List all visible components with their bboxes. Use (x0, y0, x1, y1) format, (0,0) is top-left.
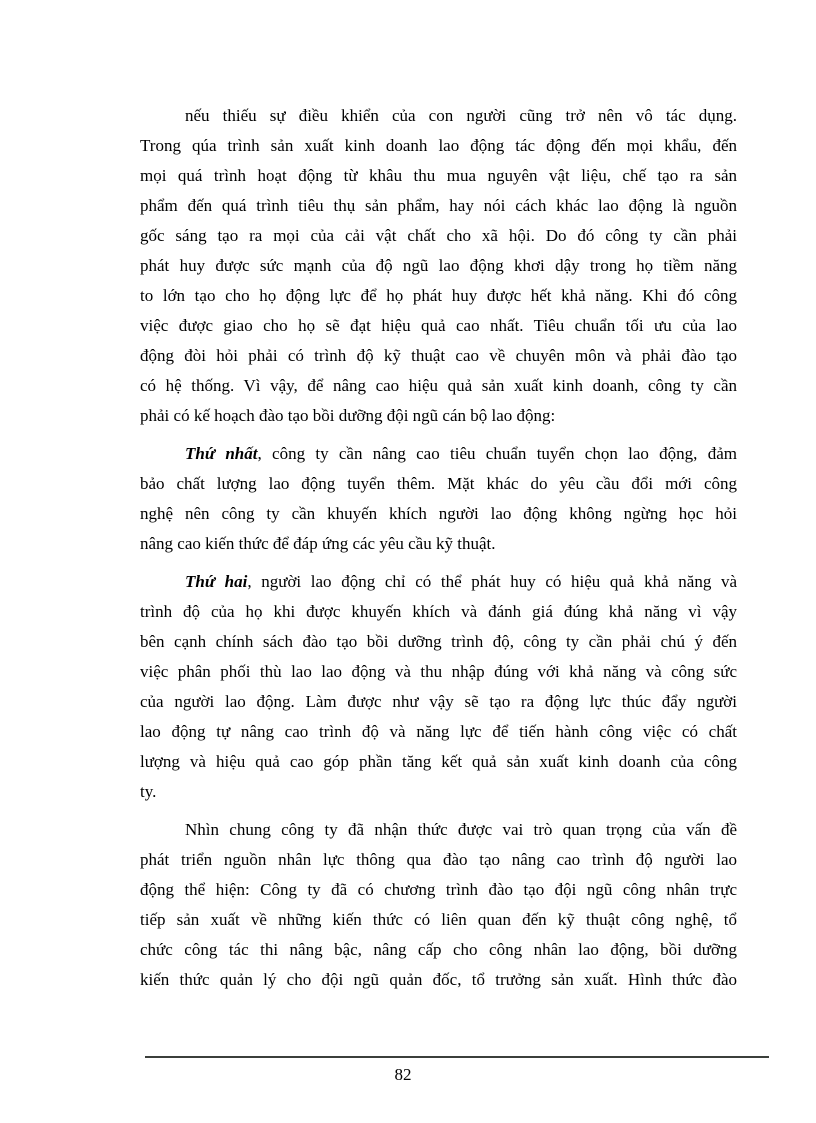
text-line: gốc sáng tạo ra mọi của cải vật chất cho xã hội. Do đó công ty cần phải (140, 226, 737, 245)
text-line: có hệ thống. Vì vậy, để nâng cao hiệu quả sản xuất kinh doanh, công ty cần (140, 376, 737, 395)
text-line: việc phân phối thù lao lao động và thu nhập đúng với khả năng và công sức (140, 662, 737, 681)
text-line: phát huy được sức mạnh của độ ngũ lao động khơi dậy trong họ tiềm năng (140, 256, 737, 275)
text-line: bảo chất lượng lao động tuyển thêm. Mặt khác do yêu cầu đổi mới công (140, 474, 737, 493)
text-line: Thứ hai, người lao động chỉ có thể phát huy có hiệu quả khả năng và (185, 572, 738, 591)
text-line: nghệ nên công ty cần khuyến khích người lao động không ngừng học hỏi (140, 504, 737, 523)
page-body (140, 101, 737, 1003)
text-line: Trong qúa trình sản xuất kinh doanh lao động tác động đến mọi khẩu, đến (140, 136, 737, 155)
text-line: nếu thiếu sự điều khiển của con người cũng trở nên vô tác dụng. (185, 106, 737, 125)
paragraph-lead: Thứ hai (185, 572, 248, 591)
text-line: tiếp sản xuất về những kiến thức có liên quan đến kỹ thuật công nghệ, tổ (140, 910, 737, 929)
paragraph (140, 567, 737, 807)
text-line: trình độ của họ khi được khuyến khích và đánh giá đúng khả năng vì vậy (140, 602, 737, 621)
text-line: ty. (140, 782, 157, 801)
paragraph (140, 101, 737, 431)
footer-divider (145, 1056, 769, 1058)
text-line: phải có kế hoạch đào tạo bồi dưỡng đội ngũ cán bộ lao động: (140, 406, 556, 425)
text-line: của người lao động. Làm được như vậy sẽ tạo ra động lực thúc đẩy người (140, 692, 737, 711)
text-line: phẩm đến quá trình tiêu thụ sản phẩm, hay nói cách khác lao động là nguồn (140, 196, 737, 215)
text-line: Nhìn chung công ty đã nhận thức được vai trò quan trọng của vấn đề (185, 820, 737, 839)
paragraph-lead: Thứ nhất (185, 444, 258, 463)
text-line: việc được giao cho họ sẽ đạt hiệu quả cao nhất. Tiêu chuẩn tối ưu của lao (140, 316, 737, 335)
text-line: bên cạnh chính sách đào tạo bồi dưỡng trình độ, công ty cần phải chú ý đến (140, 632, 737, 651)
text-line: to lớn tạo cho họ động lực để họ phát huy được hết khả năng. Khi đó công (140, 286, 737, 305)
text-line: kiến thức quản lý cho đội ngũ quản đốc, tổ trưởng sản xuất. Hình thức đào (140, 970, 737, 989)
text-line: mọi quá trình hoạt động từ khâu thu mua nguyên vật liệu, chế tạo ra sản (140, 166, 737, 185)
text-line: nâng cao kiến thức để đáp ứng các yêu cầu kỹ thuật. (140, 534, 496, 553)
text-line: phát triển nguồn nhân lực thông qua đào tạo nâng cao trình độ người lao (140, 850, 737, 869)
text-line: lượng và hiệu quả cao góp phần tăng kết quả sản xuất kinh doanh của công (140, 752, 737, 771)
paragraph (140, 439, 737, 559)
text-line: động đòi hỏi phải có trình độ kỹ thuật cao về chuyên môn và phải đào tạo (140, 346, 737, 365)
paragraph (140, 815, 737, 995)
text-line: chức công tác thi nâng bậc, nâng cấp cho công nhân lao động, bồi dưỡng (140, 940, 737, 959)
text-line: động thể hiện: Công ty đã có chương trình đào tạo đội ngũ công nhân trực (140, 880, 737, 899)
text-line: Thứ nhất, công ty cần nâng cao tiêu chuẩn tuyển chọn lao động, đảm (185, 444, 738, 463)
text-line: lao động tự nâng cao trình độ và năng lực để tiến hành công việc có chất (140, 722, 737, 741)
page-number: 82 (394, 1065, 412, 1084)
